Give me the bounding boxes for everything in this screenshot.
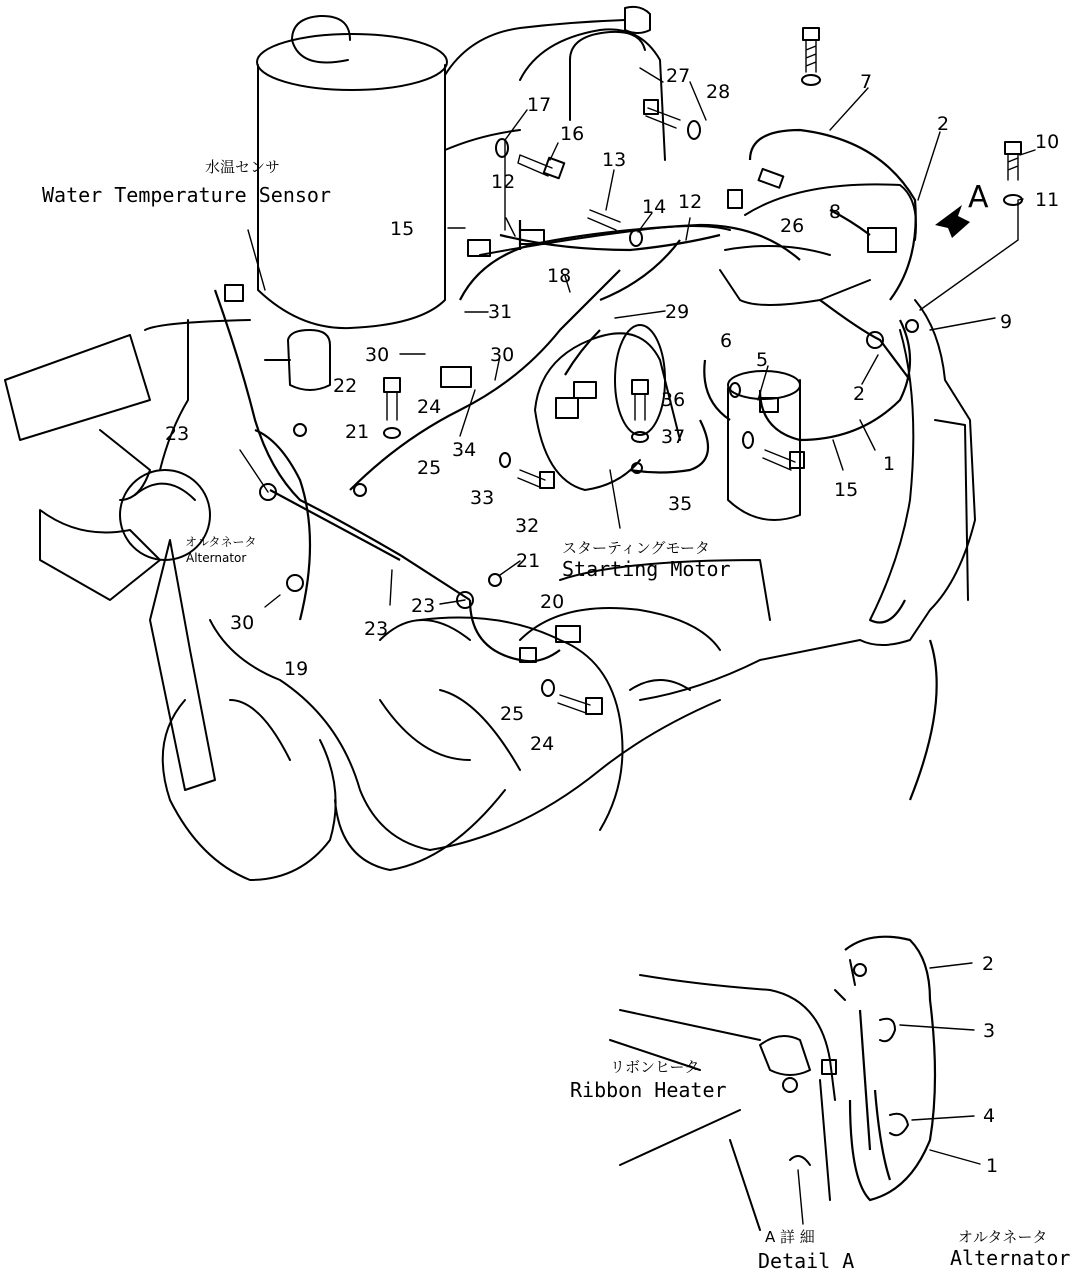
callout-12b: 12 — [678, 191, 703, 213]
callout-25a: 25 — [417, 457, 442, 479]
starting-motor-label: Starting Motor — [562, 557, 731, 581]
callout-22: 22 — [333, 375, 358, 397]
detail-a-label: Detail A — [758, 1249, 855, 1273]
callout-15b: 15 — [834, 479, 859, 501]
callout-20: 20 — [540, 591, 565, 613]
callout-8: 8 — [829, 201, 842, 223]
callout-32: 32 — [515, 515, 540, 537]
callout-25b: 25 — [500, 703, 525, 725]
ribbon-heater-jp: リボンヒータ — [610, 1058, 700, 1076]
callout-23b: 23 — [364, 618, 389, 640]
callout-3: 3 — [983, 1020, 996, 1042]
alternator-label-detail: Alternator — [950, 1246, 1071, 1270]
callout-24a: 24 — [417, 396, 442, 418]
callout-21b: 21 — [516, 550, 541, 572]
callout-14: 14 — [642, 196, 667, 218]
callout-35: 35 — [668, 493, 693, 515]
callout-26: 26 — [780, 215, 805, 237]
callout-15a: 15 — [390, 218, 415, 240]
callout-21a: 21 — [345, 421, 370, 443]
callout-18: 18 — [547, 265, 572, 287]
callout-16: 16 — [560, 123, 585, 145]
alternator-jp-label-detail: オルタネータ — [958, 1228, 1048, 1246]
callout-4: 4 — [983, 1105, 996, 1127]
callout-29: 29 — [665, 301, 690, 323]
engine-outline — [5, 7, 975, 880]
callout-11: 11 — [1035, 189, 1060, 211]
callout-23c: 23 — [411, 595, 436, 617]
callout-31: 31 — [488, 301, 513, 323]
text-labels — [42, 158, 1070, 1273]
callout-2b: 2 — [853, 383, 866, 405]
water-temperature-sensor-label: Water Temperature Sensor — [42, 183, 331, 207]
callout-2a: 2 — [937, 113, 950, 135]
callout-36: 36 — [661, 389, 686, 411]
callout-28: 28 — [706, 81, 731, 103]
callout-6: 6 — [720, 330, 733, 352]
callout-7: 7 — [860, 71, 873, 93]
callout-34: 34 — [452, 439, 477, 461]
callout-17: 17 — [527, 94, 552, 116]
callout-1b: 1 — [986, 1155, 999, 1177]
callout-30c: 30 — [230, 612, 255, 634]
callout-33: 33 — [470, 487, 495, 509]
wire-harness — [215, 130, 937, 800]
callout-19: 19 — [284, 658, 309, 680]
view-arrow-a — [935, 180, 989, 238]
callout-30b: 30 — [490, 344, 515, 366]
callout-24b: 24 — [530, 733, 555, 755]
callout-9: 9 — [1000, 311, 1013, 333]
alternator-jp-label: オルタネータ — [185, 535, 257, 549]
callout-27: 27 — [666, 65, 691, 87]
callout-23a: 23 — [165, 423, 190, 445]
callout-12a: 12 — [491, 171, 516, 193]
view-arrow-label: A — [968, 180, 989, 215]
callout-10: 10 — [1035, 131, 1060, 153]
callout-2c: 2 — [982, 953, 995, 975]
callout-13: 13 — [602, 149, 627, 171]
detail-a-jp: A 詳 細 — [765, 1228, 815, 1246]
leader-lines — [240, 68, 1035, 1224]
callout-30a: 30 — [365, 344, 390, 366]
callout-37: 37 — [661, 426, 686, 448]
water-temperature-sensor-jp: 水温センサ — [205, 158, 281, 176]
starting-motor-jp: スターティングモータ — [562, 539, 710, 557]
callout-5: 5 — [756, 349, 769, 371]
ribbon-heater-label: Ribbon Heater — [570, 1078, 727, 1102]
callout-1a: 1 — [883, 453, 896, 475]
alternator-label: Alternator — [186, 551, 247, 565]
